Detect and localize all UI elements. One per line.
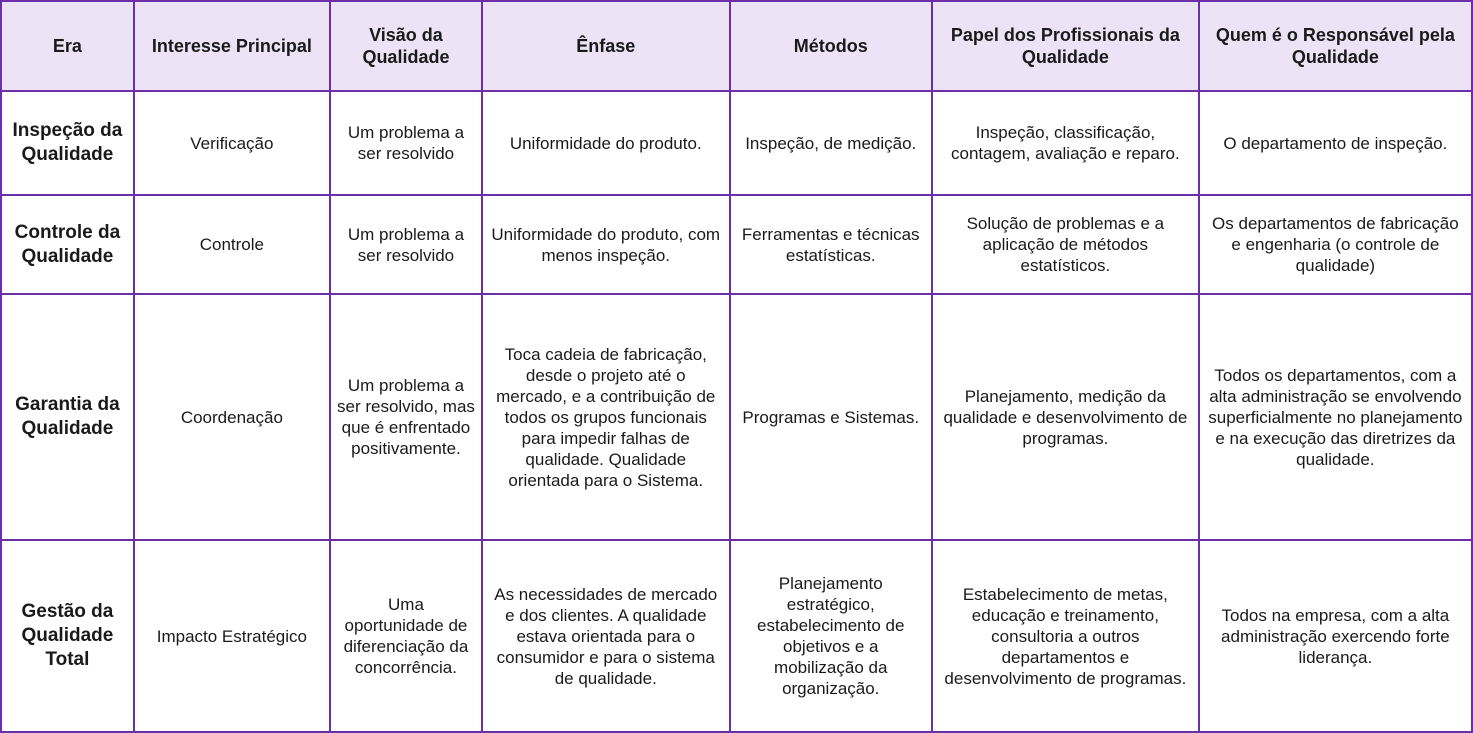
interesse-cell: Verificação	[134, 91, 330, 195]
header-interesse-principal: Interesse Principal	[134, 1, 330, 91]
interesse-cell: Controle	[134, 195, 330, 294]
header-enfase: Ênfase	[482, 1, 729, 91]
era-cell: Controle da Qualidade	[1, 195, 134, 294]
papel-cell: Inspeção, classificação, contagem, avaliação e reparo.	[932, 91, 1199, 195]
header-papel-dos-profissionais: Papel dos Profissionais da Qualidade	[932, 1, 1199, 91]
responsavel-cell: O departamento de inspeção.	[1199, 91, 1472, 195]
responsavel-cell: Todos os departamentos, com a alta administração se envolvendo superficialmente no planejamento e na execução das diretrizes da qualidade.	[1199, 294, 1472, 540]
metodos-cell: Ferramentas e técnicas estatísticas.	[730, 195, 932, 294]
visao-cell: Um problema a ser resolvido, mas que é enfrentado positivamente.	[330, 294, 482, 540]
visao-cell: Um problema a ser resolvido	[330, 195, 482, 294]
papel-cell: Estabelecimento de metas, educação e treinamento, consultoria a outros departamentos e desenvolvimento de programas.	[932, 540, 1199, 732]
metodos-cell: Planejamento estratégico, estabelecimento de objetivos e a mobilização da organização.	[730, 540, 932, 732]
visao-cell: Um problema a ser resolvido	[330, 91, 482, 195]
enfase-cell: As necessidades de mercado e dos clientes. A qualidade estava orientada para o consumidor e para o sistema de qualidade.	[482, 540, 729, 732]
responsavel-cell: Os departamentos de fabricação e engenharia (o controle de qualidade)	[1199, 195, 1472, 294]
header-metodos: Métodos	[730, 1, 932, 91]
enfase-cell: Uniformidade do produto.	[482, 91, 729, 195]
enfase-cell: Toca cadeia de fabricação, desde o projeto até o mercado, e a contribuição de todos os grupos funcionais para impedir falhas de qualidade. Qualidade orientada para o Sistema.	[482, 294, 729, 540]
table-row	[1, 294, 1472, 540]
header-row	[1, 1, 1472, 91]
table-row	[1, 540, 1472, 732]
era-cell: Garantia da Qualidade	[1, 294, 134, 540]
header-responsavel: Quem é o Responsável pela Qualidade	[1199, 1, 1472, 91]
enfase-cell: Uniformidade do produto, com menos inspeção.	[482, 195, 729, 294]
interesse-cell: Coordenação	[134, 294, 330, 540]
interesse-cell: Impacto Estratégico	[134, 540, 330, 732]
era-cell: Gestão da Qualidade Total	[1, 540, 134, 732]
table-row	[1, 195, 1472, 294]
papel-cell: Planejamento, medição da qualidade e desenvolvimento de programas.	[932, 294, 1199, 540]
table-row	[1, 91, 1472, 195]
era-cell: Inspeção da Qualidade	[1, 91, 134, 195]
papel-cell: Solução de problemas e a aplicação de métodos estatísticos.	[932, 195, 1199, 294]
header-visao-da-qualidade: Visão da Qualidade	[330, 1, 482, 91]
metodos-cell: Programas e Sistemas.	[730, 294, 932, 540]
header-era: Era	[1, 1, 134, 91]
responsavel-cell: Todos na empresa, com a alta administração exercendo forte liderança.	[1199, 540, 1472, 732]
metodos-cell: Inspeção, de medição.	[730, 91, 932, 195]
visao-cell: Uma oportunidade de diferenciação da concorrência.	[330, 540, 482, 732]
